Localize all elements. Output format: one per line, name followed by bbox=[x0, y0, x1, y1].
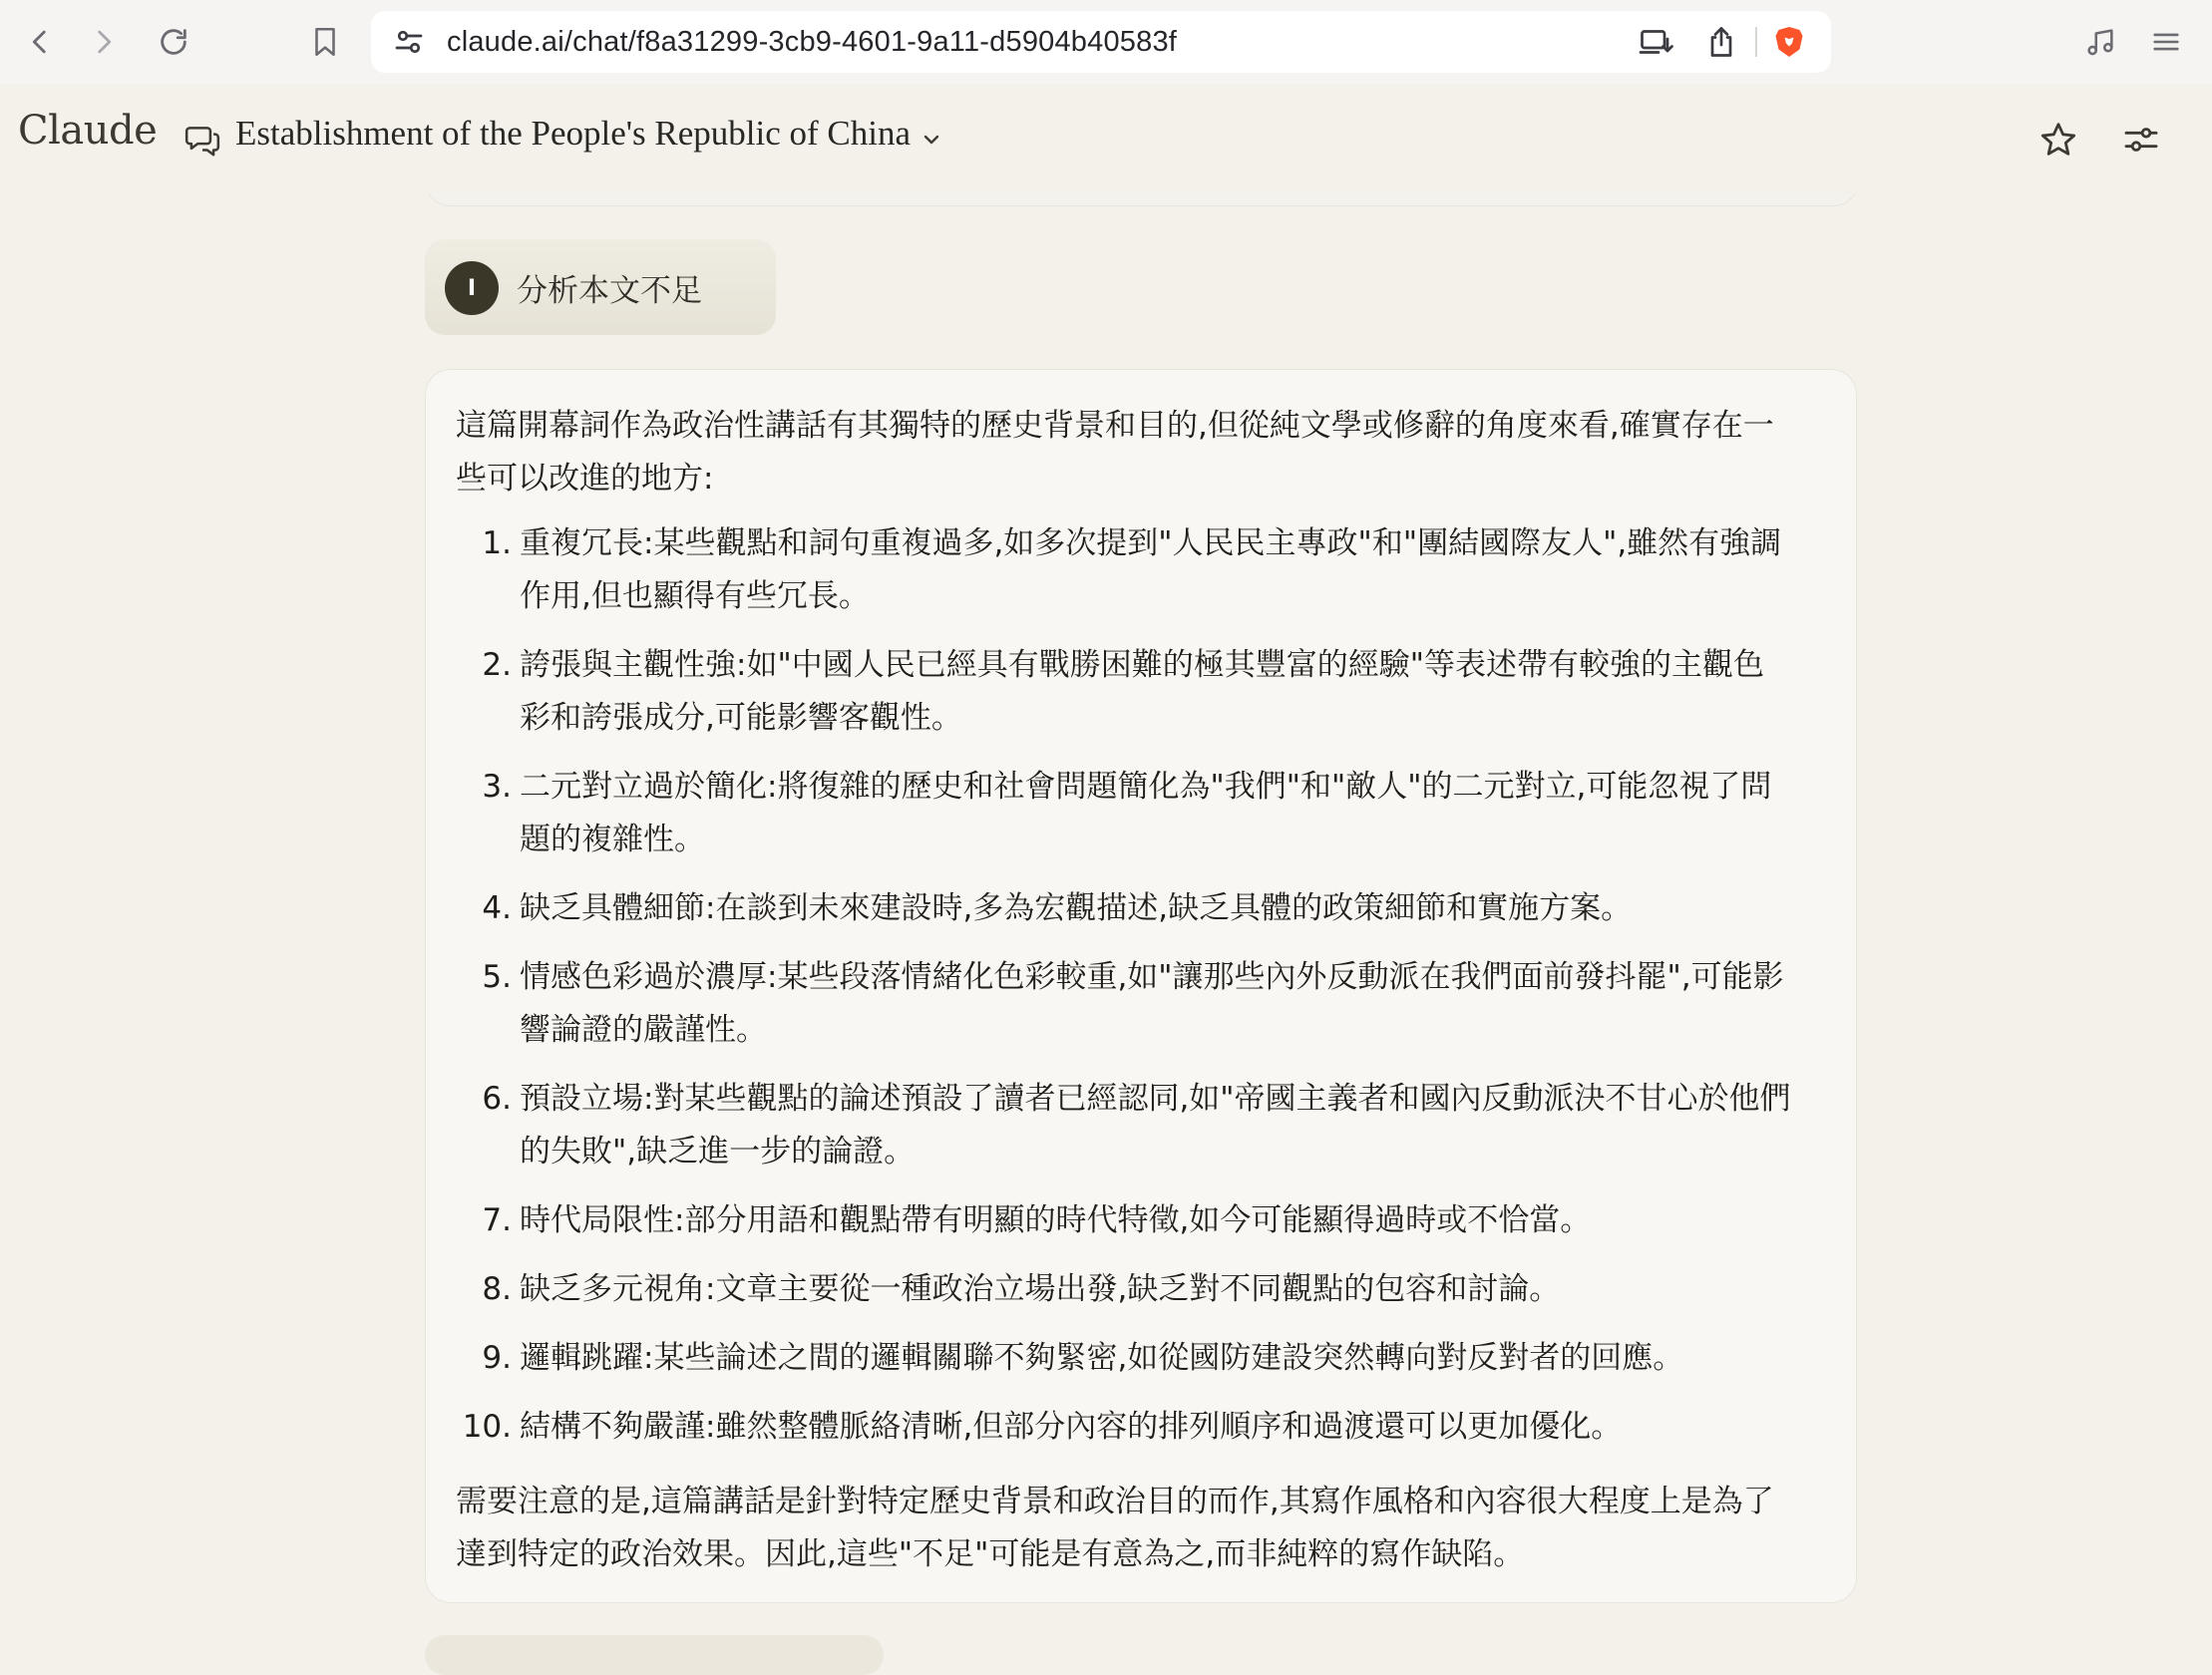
next-message-edge bbox=[425, 1635, 884, 1675]
list-item-text: 結構不夠嚴謹:雖然整體脈絡清晰,但部分內容的排列順序和過渡還可以更加優化。 bbox=[520, 1409, 1623, 1445]
list-item-text: 缺乏多元視角:文章主要從一種政治立場出發,缺乏對不同觀點的包容和討論。 bbox=[520, 1271, 1561, 1307]
reload-icon bbox=[157, 25, 190, 59]
list-item bbox=[456, 1263, 1792, 1316]
list-item bbox=[456, 1332, 1792, 1385]
list-item bbox=[456, 951, 1792, 1057]
list-item-text: 重複冗長:某些觀點和詞句重複過多,如多次提到"人民民主專政"和"團結國際友人",雖然有強調作用,但也顯得有些冗長。 bbox=[520, 525, 1782, 614]
list-item-number: 7. bbox=[482, 1202, 512, 1238]
list-item-number: 10. bbox=[462, 1409, 512, 1445]
assistant-message-body bbox=[456, 400, 1792, 1581]
list-item-number: 2. bbox=[482, 647, 512, 683]
app-header bbox=[0, 84, 2212, 193]
chevron-left-icon bbox=[23, 25, 57, 59]
bookmark-button[interactable] bbox=[301, 18, 349, 66]
forward-button[interactable] bbox=[80, 18, 128, 66]
user-message bbox=[425, 239, 776, 335]
url-text[interactable]: claude.ai/chat/f8a31299-3cb9-4601-9a11-d5904b40583f bbox=[447, 26, 1178, 58]
list-item-number: 8. bbox=[482, 1271, 512, 1307]
user-message-text: 分析本文不足 bbox=[517, 273, 702, 309]
tune-icon bbox=[391, 24, 427, 60]
chevron-down-icon[interactable] bbox=[920, 128, 943, 152]
avatar: I bbox=[445, 261, 499, 315]
share-icon bbox=[1703, 24, 1739, 60]
share-button[interactable] bbox=[1703, 24, 1739, 60]
list-item bbox=[456, 517, 1792, 623]
list-item-text: 邏輯跳躍:某些論述之間的邏輯關聯不夠緊密,如從國防建設突然轉向對反對者的回應。 bbox=[520, 1340, 1684, 1376]
hamburger-menu-icon bbox=[2149, 25, 2183, 59]
list-item-number: 5. bbox=[482, 959, 512, 995]
brave-shield-icon bbox=[1771, 24, 1807, 60]
site-settings-button[interactable] bbox=[391, 24, 427, 60]
assistant-intro: 這篇開幕詞作為政治性講話有其獨特的歷史背景和目的,但從純文學或修辭的角度來看,確實存在一些可以改進的地方: bbox=[456, 408, 1774, 497]
list-item bbox=[456, 1194, 1792, 1247]
browser-menu-button[interactable] bbox=[2142, 18, 2190, 66]
list-item-text: 誇張與主觀性強:如"中國人民已經具有戰勝困難的極其豐富的經驗"等表述帶有較強的主觀色彩和誇張成分,可能影響客觀性。 bbox=[520, 647, 1764, 736]
brave-shields-button[interactable] bbox=[1771, 24, 1807, 60]
address-bar-divider bbox=[1755, 27, 1757, 57]
list-item-text: 缺乏具體細節:在談到未來建設時,多為宏觀描述,缺乏具體的政策細節和實施方案。 bbox=[520, 890, 1633, 926]
list-item-number: 6. bbox=[482, 1081, 512, 1117]
list-item-text: 情感色彩過於濃厚:某些段落情緒化色彩較重,如"讓那些內外反動派在我們面前發抖罷",可能影響論證的嚴謹性。 bbox=[520, 959, 1784, 1048]
list-item bbox=[456, 761, 1792, 866]
back-button[interactable] bbox=[16, 18, 64, 66]
star-icon bbox=[2038, 120, 2078, 160]
list-item-text: 預設立場:對某些觀點的論述預設了讀者已經認同,如"帝國主義者和國內反動派決不甘心於他們的失敗",缺乏進一步的論證。 bbox=[520, 1081, 1791, 1170]
list-item-number: 4. bbox=[482, 890, 512, 926]
assistant-message bbox=[425, 369, 1857, 1603]
list-item bbox=[456, 1073, 1792, 1178]
address-bar[interactable] bbox=[371, 11, 1831, 73]
star-chat-button[interactable] bbox=[2033, 115, 2083, 165]
list-item bbox=[456, 882, 1792, 935]
list-item bbox=[456, 1401, 1792, 1454]
chat-title-button[interactable]: Establishment of the People's Republic of China bbox=[235, 114, 912, 153]
deficiency-list bbox=[456, 517, 1792, 1454]
list-item bbox=[456, 639, 1792, 745]
reload-button[interactable] bbox=[150, 18, 197, 66]
media-button[interactable] bbox=[2076, 18, 2124, 66]
sliders-icon bbox=[2121, 120, 2161, 160]
chat-settings-button[interactable] bbox=[2116, 115, 2166, 165]
install-app-button[interactable] bbox=[1638, 24, 1673, 60]
browser-toolbar bbox=[0, 0, 2212, 85]
music-note-icon bbox=[2083, 25, 2117, 59]
list-item-number: 3. bbox=[482, 769, 512, 805]
install-app-icon bbox=[1638, 24, 1673, 60]
bookmark-icon bbox=[308, 25, 342, 59]
list-item-number: 1. bbox=[482, 525, 512, 561]
chevron-right-icon bbox=[87, 25, 121, 59]
assistant-outro: 需要注意的是,這篇講話是針對特定歷史背景和政治目的而作,其寫作風格和內容很大程度上是為了達到特定的政治效果。因此,這些"不足"可能是有意為之,而非純粹的寫作缺陷。 bbox=[456, 1484, 1774, 1572]
list-item-number: 9. bbox=[482, 1340, 512, 1376]
brand-logo[interactable]: Claude bbox=[18, 108, 158, 154]
chat-bubbles-icon bbox=[184, 122, 221, 160]
list-item-text: 二元對立過於簡化:將復雜的歷史和社會問題簡化為"我們"和"敵人"的二元對立,可能忽視了問題的複雜性。 bbox=[520, 769, 1772, 857]
list-item-text: 時代局限性:部分用語和觀點帶有明顯的時代特徵,如今可能顯得過時或不恰當。 bbox=[520, 1202, 1592, 1238]
